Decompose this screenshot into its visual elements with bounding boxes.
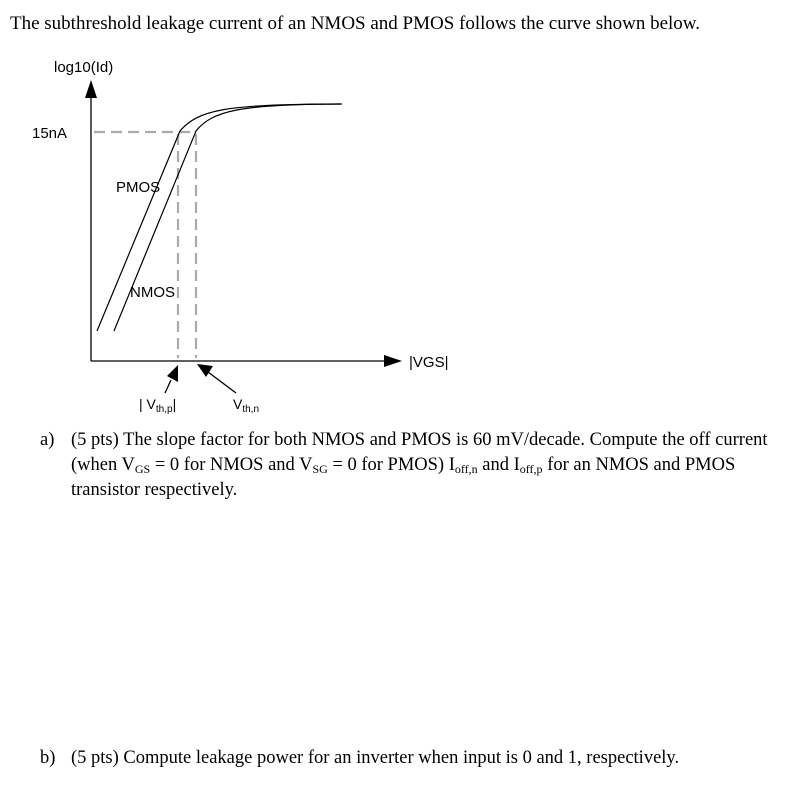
question-b-text: (5 pts) Compute leakage power for an inverter when input is 0 and 1, respectively. bbox=[71, 748, 680, 768]
vthn-arrow-shaft bbox=[208, 372, 236, 393]
vthp-arrow-shaft bbox=[165, 380, 171, 393]
question-a-marker: a) bbox=[40, 430, 55, 450]
y-axis-label: log10(Id) bbox=[54, 59, 114, 76]
vthp-arrow-head bbox=[167, 365, 178, 382]
question-b bbox=[40, 746, 798, 774]
question-a-text bbox=[71, 428, 768, 503]
vthn-label: $V_{th,n}$ bbox=[233, 396, 260, 415]
x-axis-label: |VGS| bbox=[409, 354, 449, 371]
y-axis-arrowhead bbox=[85, 80, 97, 98]
question-a-line1: (5 pts) The slope factor for both NMOS and PMOS is 60 mV/decade. Compute the off current bbox=[71, 430, 768, 450]
vthn-arrow-head bbox=[197, 364, 213, 377]
x-axis-arrowhead bbox=[384, 355, 402, 367]
question-a-line3: transistor respectively. bbox=[71, 480, 238, 500]
nmos-label: NMOS bbox=[130, 284, 175, 301]
question-a bbox=[40, 428, 798, 508]
pmos-label: PMOS bbox=[116, 179, 161, 196]
question-a-line2: (when $V_{GS} = 0$ for NMOS and $V_{SG} = 0$ for PMOS) $I_{off,n}$ and $I_{off,p}$ for an NMOS and PMOS bbox=[71, 455, 736, 476]
problem-intro: The subthreshold leakage current of an NMOS and PMOS follows the curve shown below. bbox=[10, 13, 701, 34]
current-level-label: 15nA bbox=[32, 125, 68, 142]
question-b-marker: b) bbox=[40, 748, 56, 768]
vthp-label: | $V_{th,p}|$ bbox=[139, 396, 177, 415]
